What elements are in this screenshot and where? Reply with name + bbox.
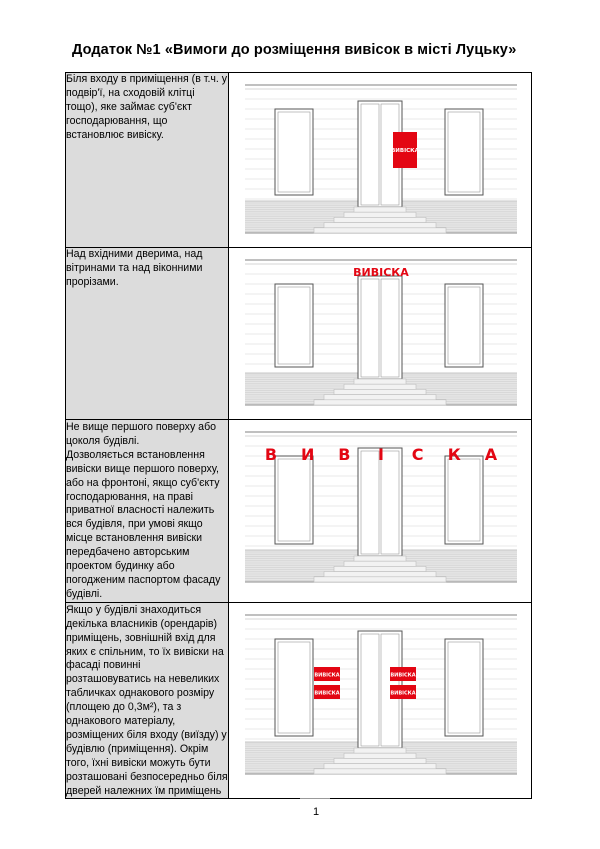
sign-label: ВИВІСКА bbox=[390, 690, 416, 697]
footer-divider bbox=[300, 798, 330, 799]
sign-letter: А bbox=[484, 445, 498, 464]
table-row bbox=[66, 73, 532, 248]
sign-label: ВИВІСКА bbox=[390, 672, 416, 679]
table-row bbox=[66, 248, 532, 420]
row-4-description: Якщо у будівлі знаходиться декілька власників (орендарів) приміщень, зовнішній вхід для яких є спільним, то їх вивіски на фасаді повинні розташовуватись на невеликих табличках однакового розміру (площею до 0,3м²), та з однакового матеріалу, розміщених біля входу (виїзду) у будівлю (приміщення). Окрім того, їхні вивіски можуть бути розташовані безпосередньо біля дверей належних їм приміщень bbox=[66, 602, 229, 799]
row-3-paragraph-2: Дозволяється встановлення вивіски вище першого поверху, або на фронтоні, якщо суб'єкту господарювання, на праві приватної власності належить вся будівля, при умові якщо місце встановлення вивіски передбачено авторським проектом будинку або погодженим паспортом фасаду будівлі. bbox=[66, 448, 221, 600]
sign-letter: К bbox=[447, 445, 461, 464]
table-row bbox=[66, 420, 532, 603]
facade-drawing-4 bbox=[229, 603, 531, 788]
sign-letter: В bbox=[338, 445, 351, 464]
page-number: 1 bbox=[312, 806, 320, 818]
facade-base bbox=[245, 85, 517, 233]
facade-drawing-3 bbox=[229, 420, 531, 596]
row-2-illustration bbox=[229, 248, 532, 420]
sign-label: ВИВІСКА bbox=[314, 690, 340, 697]
row-3-description bbox=[66, 420, 229, 603]
facade-drawing-1 bbox=[229, 73, 531, 247]
row-3-paragraph-1: Не вище першого поверху або цоколя будівлі. bbox=[66, 421, 217, 447]
sign-label: ВИВІСКА bbox=[353, 266, 409, 279]
sign-label: ВИВІСКА bbox=[314, 672, 340, 679]
row-1-description: Біля входу в приміщення (в т.ч. у подвір'ї, на сходовій клітці тощо), яке займає суб'єкт господарювання, що встановлює вивіску. bbox=[66, 73, 229, 248]
page-title: Додаток №1 «Вимоги до розміщення вивісок в місті Луцьку» bbox=[72, 42, 517, 58]
row-4-illustration bbox=[229, 602, 532, 799]
facade-drawing-2 bbox=[229, 248, 531, 419]
table-row bbox=[66, 602, 532, 799]
requirements-table bbox=[65, 72, 532, 799]
facade-base bbox=[245, 615, 517, 774]
row-3-illustration bbox=[229, 420, 532, 603]
facade-base bbox=[245, 260, 517, 405]
sign-letter: В bbox=[264, 445, 278, 464]
row-2-description: Над вхідними дверима, над вітринами та над віконними прорізами. bbox=[66, 248, 229, 420]
sign-letter: І bbox=[378, 445, 384, 464]
sign-letter: И bbox=[300, 445, 315, 464]
row-1-illustration bbox=[229, 73, 532, 248]
sign-label: ВИВІСКА bbox=[391, 148, 419, 154]
sign-letter: С bbox=[411, 445, 424, 464]
